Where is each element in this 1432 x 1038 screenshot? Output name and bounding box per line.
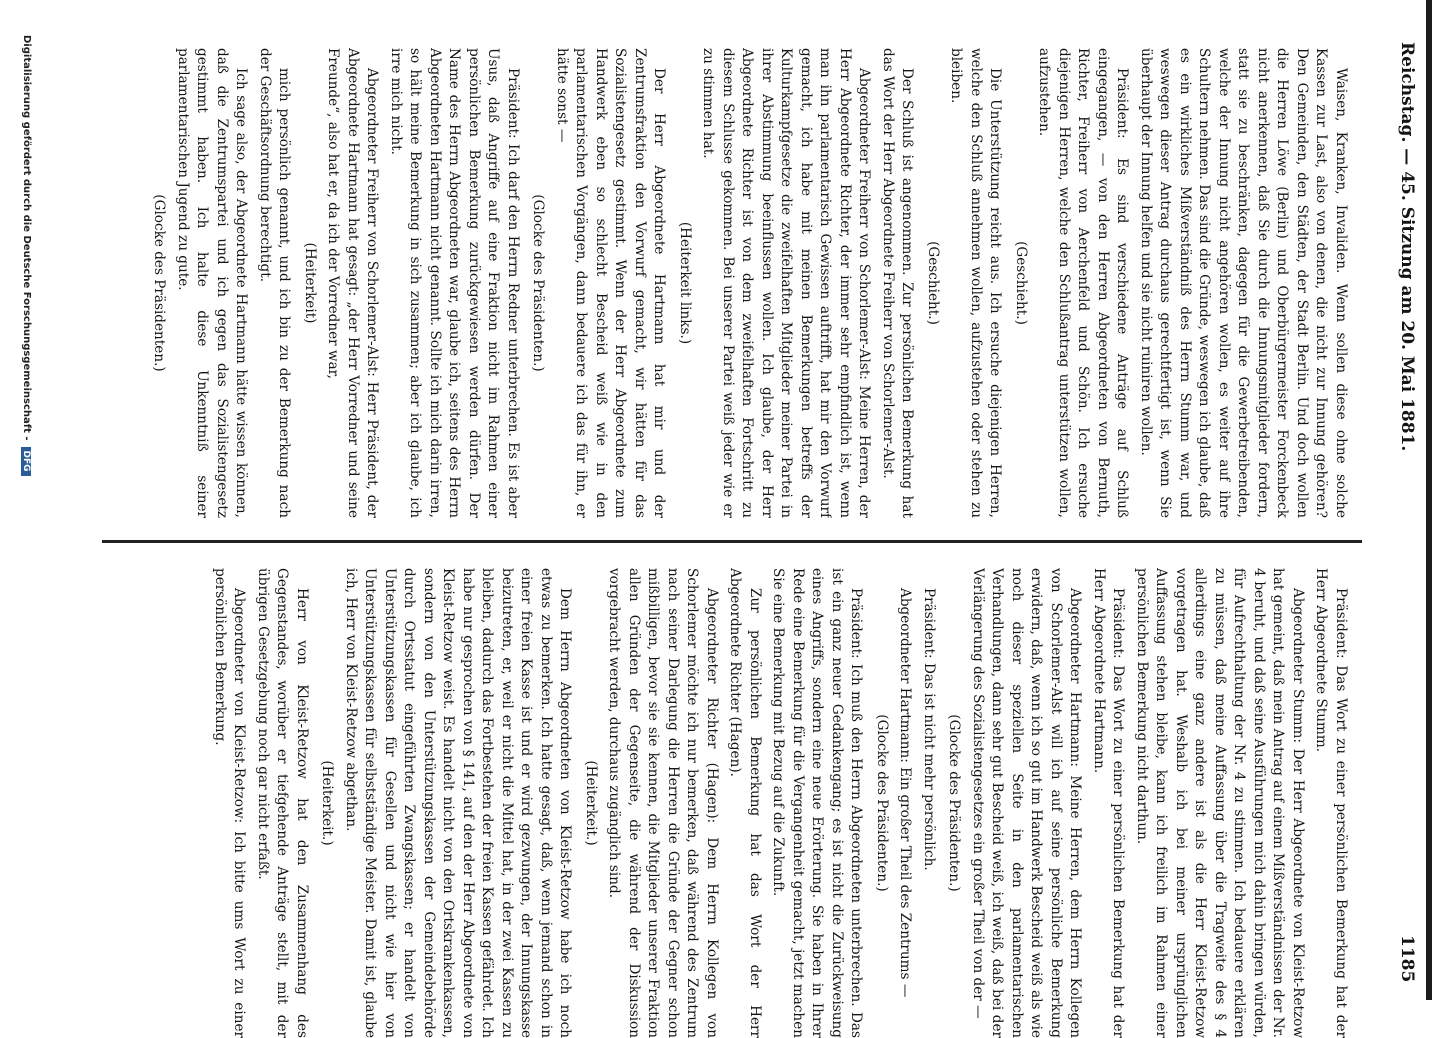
dfg-logo: DFG xyxy=(21,447,31,476)
stage-direction: (Geschieht.) xyxy=(925,241,941,325)
digitization-text: Digitalisierung gefördert durch die Deutsche Forschungsgemeinschaft - xyxy=(21,35,32,441)
page-header xyxy=(1383,0,1417,1000)
paragraph: mich persönlich genannt, und ich bin zu der Bemerkung nach der Geschäftsordnung berechtigt. xyxy=(257,48,293,518)
paragraph: Abgeordneter Richter (Hagen): Dem Herrn Kollegen von Schorlemer möchte ich nur bemerken, daß während des Zentrum nach seiner Darlegung die Herren die Gründe der Gegner schon mißbilligen, bevor sie sie kennen, die Mitglieder unserer Fraktion allen Gründen der Gegenseite, die während der Diskussion vorgebracht werden, durchaus zugänglich sind. xyxy=(606,568,720,1038)
paragraph: Dem Herrn Abgeordneten von Kleist-Retzow habe ich noch etwas zu bemerken. Ich hatte gesagt, daß, wenn jemand schon in einer freien Kasse ist und er wird gezwungen, der Innungskasse beizutreten, er, weil er nicht die Mittel hat, in der zwei Kassen zu bleiben, dadurch das Fortbestehen der freien Kassen gefährdet. Ich habe nur gesprochen von § 141, auf den der Herr Abgeordnete von Kleist-Retzow weist. Es handelt nicht von den Ortskrankenkassen, sondern von den Unterstützungskassen der Gemeindebehörde durch Ortsstatut eingeführten Zwangskassen; er handelt von Unterstützungskassen für Gesellen und nicht wie hier von Unterstützungskassen für selbstständige Meister. Damit ist, glaube ich, Herr von Kleist-Retzow abgethan. xyxy=(343,568,574,1038)
scan-edge xyxy=(1426,0,1432,1000)
paragraph: Der Schluß ist angenommen. Zur persönlichen Bemerkung hat das Wort der Herr Abgeordnete Freiherr von Schorlemer-Alst. xyxy=(880,48,916,518)
paragraph: Zur persönlichen Bemerkung hat das Wort der Herr Abgeordnete Richter (Hagen). xyxy=(727,568,763,1038)
stage-direction: (Heiterkeit.) xyxy=(319,760,336,846)
paragraph: Abgeordneter Stumm: Der Herr Abgeordnete von Kleist-Retzow hat gemeint, daß mein Antrag auf einem Mißverständnissen der Nr. 4 beruht, und daß seine Ausführungen mich dahin bringen würden, für Aufrechthaltung der Nr. 4 zu stimmen. Ich bedauere erklären zu müssen, daß meine Auffassung über die Tragweite des § 4 allerdings eine ganz andere ist als die Herr Kleist-Retzow vorgetragen hat. Weshalb ich bei meiner ursprünglichen Auffassung stehen bleibe, kann ich freilich im Rahmen einer persönlichen Bemerkung nicht darthun. xyxy=(1134,568,1306,1038)
stage-direction: (Glocke des Präsidenten.) xyxy=(530,194,547,372)
paragraph: Abgeordneter Hartmann: Meine Herren, dem Herrn Kollegen von Schorlemer-Alst will ich auf seine persönliche Bemerkung erwidern, daß, wenn ich so gut im Handwerk Bescheid weiß als wie noch dieser speziellen Seite in den parlamentarischen Verhandlungen, dann sehr gut Bescheid weiß, ich weiß, daß bei der Verlängerung des Sozialistengesetzes ein großer Theil von der — xyxy=(970,568,1084,1038)
stage-direction: (Glocke des Präsidenten.) xyxy=(151,194,168,372)
paragraph: Waisen, Kranken, Invaliden. Wenn sollen diese ohne solche Kassen zur Last, also von denen, die nicht zur Innung gehören? Den Gemeinden, den Städten, der Stadt Berlin. Und doch wollen die Herren Löwe (Berlin) und Oberbürgermeister Forckenbeck nicht anerkennen, daß Sie durch die Innungsmitglieder fordern, statt sie zu beschränken, dagegen für die Gewerbetreibenden, welche der Innung nicht angehören wollen, es weiter auf ihre Schultern nehmen. Das sind die Gründe, weswegen ich glaube, daß es ein wirkliches Mißverständniß des Herrn Stumm war, und weswegen dieser Antrag durchaus gerechtfertigt ist, wenn Sie überhaupt der Innung helfen und sie nicht ruiniren wollen. xyxy=(1138,48,1349,518)
right-column xyxy=(100,568,1350,1038)
stage-direction: (Geschieht.) xyxy=(1013,241,1029,325)
paragraph: Präsident: Ich darf den Herrn Redner unterbrechen. Es ist aber Usus, daß Angriffe auf eine Fraktion nicht im Rahmen einer persönlichen Bemerkung zurückgewiesen werden dürfen. Der Name des Herrn Abgeordneten war, glaube ich, seitens des Herrn Abgeordneten Hartmann nicht genannt. Sollte ich mich darin irren, so hält meine Bemerkung in sich zusammen; aber ich glaube, ich irre mich nicht. xyxy=(388,48,521,518)
paragraph: Abgeordneter Hartmann: Ein großer Theil des Zentrums — xyxy=(897,588,914,998)
paragraph: Abgeordneter Freiherr von Schorlemer-Alst: Meine Herren, der Herr Abgeordnete Richter, der immer sehr empfindlich ist, wenn man ihn parlamentarisch Gewissen auftrifft, hat mir den Vorwurf gemacht, ich habe mit meinen Bemerkungen betreffs der Kulturkampfgesetze die zweifelhaften Mitglieder meiner Partei in ihrer Abstimmung beeinflussen wollen. Ich glaube, der Herr Abgeordnete Richter ist von dem zweifelhaften Fortschritt zu diesem Schlusse gekommen. Bei unserer Partei weiß jeder wie er zu stimmen hat. xyxy=(700,48,873,518)
paragraph: Der Herr Abgeordnete Hartmann hat mir und der Zentrumsfraktion den Vorwurf gemacht, wir hätten für das Sozialistengesetz gestimmt. Wenn der Herr Abgeordnete zum Handwerk eben so schlecht Bescheid weiß wie in den parlamentarischen Vorgängen, dann bedauere ich das für ihn, er hätte sonst — xyxy=(554,48,668,518)
stage-direction: (Glocke des Präsidenten.) xyxy=(946,714,963,892)
stage-direction: (Heiterkeit.) xyxy=(583,760,599,846)
digitization-note xyxy=(12,35,32,965)
stage-direction: (Glocke des Präsidenten.) xyxy=(874,714,890,892)
header-title: Reichstag. — 45. Sitzung am 20. Mai 1881. xyxy=(1397,42,1417,452)
paragraph: Die Unterstützung reicht aus. Ich ersuche diejenigen Herren, welche den Schluß annehmen wollen, aufzustehen oder stehen zu bleiben. xyxy=(948,48,1004,518)
paragraph: Ich sage also, der Abgeordnete Hartmann hätte wissen können, daß die Zentrumspartei und ich gegen das Sozialistengesetz gestimmt haben. Ich halte diese Unkenntniß seiner parlamentarischen Jugend zu gute. xyxy=(175,48,250,518)
paragraph: Präsident: Ich muß den Herrn Abgeordneten unterbrechen. Das ist ein ganz neuer Gedankengang; es ist nicht die Zurückweisung eines Angriffs, sondern eine neue Erörterung. Sie haben in Ihrer Rede eine Bemerkung für die Vergangenheit gemacht, jetzt machen Sie eine Bemerkung mit Bezug auf die Zukunft. xyxy=(770,568,865,1038)
stage-direction: (Heiterkeit) xyxy=(302,242,318,324)
paragraph: Präsident: Es sind verschiedene Anträge auf Schluß eingegangen, — von den Herren Abgeordneten von Bernuth, Richter, Freiherr von Aerchenfeld und Schön. Ich ersuche diejenigen Herren, welche den Schlußantrag unterstützen wollen, aufzustehen. xyxy=(1036,48,1131,518)
page-number: 1185 xyxy=(1397,935,1417,983)
paragraph: Präsident: Das Wort zu einer persönlichen Bemerkung hat der Herr Abgeordnete Stumm. xyxy=(1313,568,1349,1038)
paragraph: Herr von Kleist-Retzow hat den Zusammenhang des Gegenstandes, worüber er tiefgehende Anträge stellt, mit der übrigen Gesetzgebung noch gar nicht erfaßt. xyxy=(255,568,310,1038)
paragraph: Präsident: Das ist nicht mehr persönlich. xyxy=(921,588,937,871)
paragraph: Präsident: Das Wort zu einer persönlichen Bemerkung hat der Herr Abgeordnete Hartmann. xyxy=(1091,568,1127,1038)
left-column xyxy=(100,48,1350,518)
column-divider xyxy=(102,540,1362,543)
stage-direction: (Heiterkeit links.) xyxy=(677,221,693,345)
paragraph: Abgeordneter Freiherr von Schorlemer-Alst: Herr Präsident, der Abgeordnete Hartmann hat gesagt: „der Herr Vorredner und seine Freunde“, also hat er, da ich der Vorredner war, xyxy=(325,48,381,518)
paragraph: Abgeordneter von Kleist-Retzow: Ich bitte ums Wort zu einer persönlichen Bemerkung. xyxy=(212,568,248,1038)
